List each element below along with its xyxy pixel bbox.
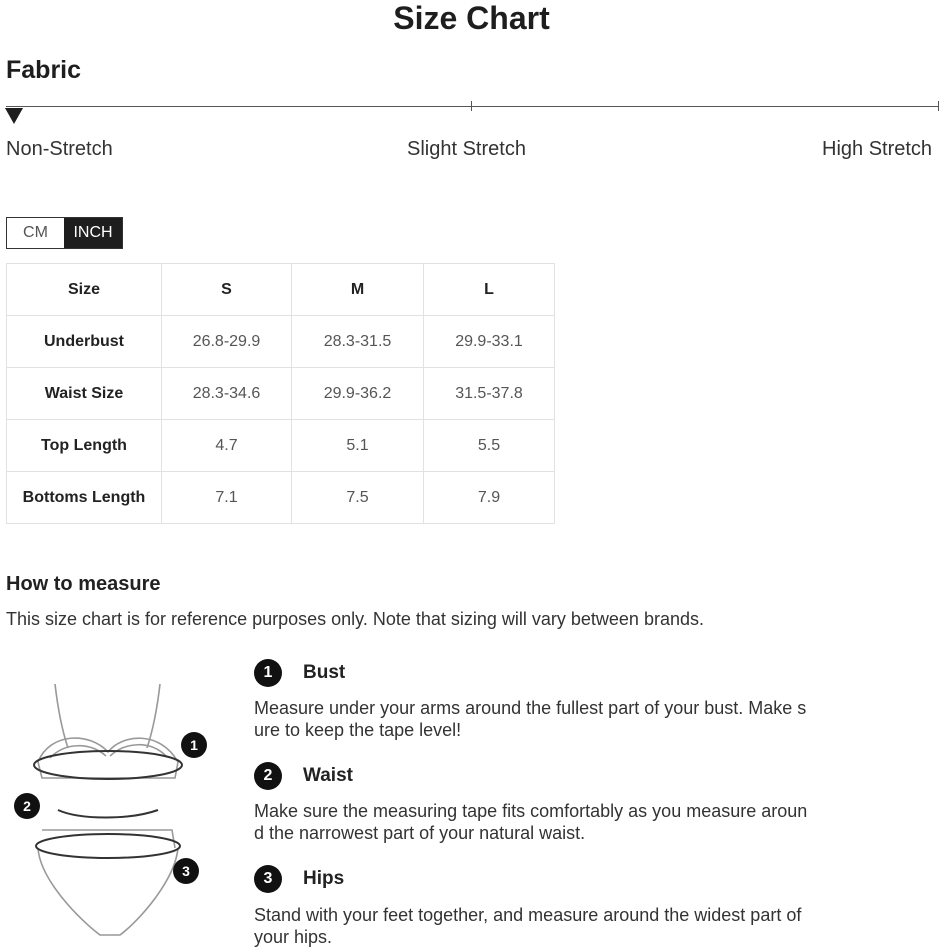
- table-header-m: M: [292, 264, 424, 316]
- size-table: [6, 263, 555, 524]
- step-bust-text: [254, 697, 874, 741]
- table-header-row: [7, 264, 555, 316]
- table-row: [7, 368, 555, 420]
- step-bust-text-line: ure to keep the tape level!: [254, 720, 462, 740]
- table-row: [7, 420, 555, 472]
- marker-1-label: 1: [190, 737, 198, 753]
- row-label-waist: Waist Size: [7, 368, 162, 420]
- table-header-s: S: [162, 264, 292, 316]
- stretch-scale-tick-mid: [471, 101, 472, 111]
- step-bust-text-line: Measure under your arms around the fullest part of your bust. Make s: [254, 698, 807, 718]
- step-waist-title: Waist: [303, 765, 353, 786]
- step-waist-text: [254, 800, 874, 844]
- stretch-label-slight: Slight Stretch: [407, 138, 526, 160]
- reference-note: This size chart is for reference purposes only. Note that sizing will vary between brands.: [6, 609, 704, 629]
- table-cell: 28.3-31.5: [292, 316, 424, 368]
- stretch-label-non: Non-Stretch: [6, 138, 113, 160]
- hips-tape: [36, 834, 180, 858]
- table-cell: 7.9: [424, 472, 555, 524]
- step-bust-title: Bust: [303, 662, 346, 683]
- table-cell: 26.8-29.9: [162, 316, 292, 368]
- page-title: Size Chart: [393, 0, 550, 36]
- table-cell: 29.9-36.2: [292, 368, 424, 420]
- step-hips-text-line: Stand with your feet together, and measure around the widest part of: [254, 905, 802, 925]
- stretch-selected-marker-icon: [5, 108, 23, 124]
- step-waist-header: [254, 761, 353, 791]
- step-bust-header: [254, 658, 345, 688]
- table-header-l: L: [424, 264, 555, 316]
- marker-3-label: 3: [182, 863, 190, 879]
- table-cell: 29.9-33.1: [424, 316, 555, 368]
- table-row: [7, 316, 555, 368]
- bottoms-outline: [38, 848, 178, 935]
- marker-2-label: 2: [23, 798, 31, 814]
- row-label-top-length: Top Length: [7, 420, 162, 472]
- row-label-underbust: Underbust: [7, 316, 162, 368]
- table-cell: 5.1: [292, 420, 424, 472]
- step-3-number-icon: 3: [254, 865, 282, 893]
- fabric-heading: Fabric: [6, 56, 82, 84]
- step-waist-text-line: Make sure the measuring tape fits comfortably as you measure aroun: [254, 801, 808, 821]
- table-cell: 5.5: [424, 420, 555, 472]
- table-cell: 31.5-37.8: [424, 368, 555, 420]
- step-hips-title: Hips: [303, 868, 345, 889]
- unit-cm-button[interactable]: CM: [7, 218, 64, 248]
- step-1-number-icon: 1: [254, 659, 282, 687]
- step-hips-text-line: your hips.: [254, 927, 333, 947]
- stretch-scale-line: [6, 106, 939, 107]
- unit-inch-button[interactable]: INCH: [64, 218, 122, 248]
- measurement-illustration: [10, 670, 230, 945]
- stretch-label-high: High Stretch: [822, 138, 933, 160]
- bust-tape: [34, 751, 182, 779]
- table-header-size: Size: [7, 264, 162, 316]
- table-cell: 7.1: [162, 472, 292, 524]
- step-2-number-icon: 2: [254, 762, 282, 790]
- step-waist-text-line: d the narrowest part of your natural waist.: [254, 823, 586, 843]
- row-label-bottoms-length: Bottoms Length: [7, 472, 162, 524]
- step-hips-header: [254, 864, 344, 894]
- table-cell: 28.3-34.6: [162, 368, 292, 420]
- how-to-measure-heading: How to measure: [6, 573, 161, 595]
- step-hips-text: [254, 904, 874, 948]
- table-row: [7, 472, 555, 524]
- unit-toggle: [6, 217, 123, 249]
- stretch-scale-tick-end: [938, 101, 939, 111]
- bra-strap-right: [147, 684, 160, 748]
- table-cell: 7.5: [292, 472, 424, 524]
- table-cell: 4.7: [162, 420, 292, 472]
